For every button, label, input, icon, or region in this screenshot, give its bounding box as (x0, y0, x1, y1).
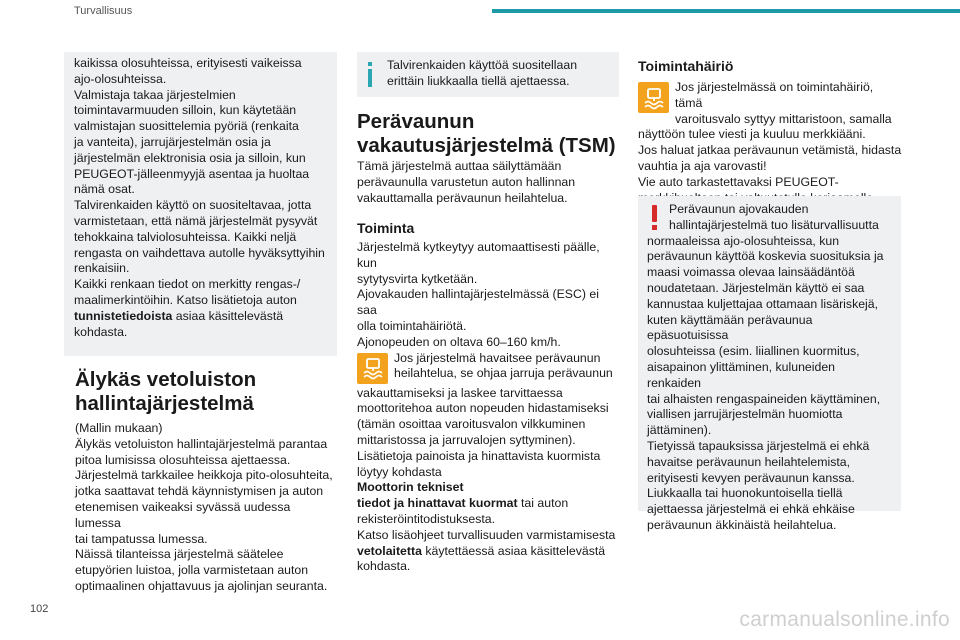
text-line: valmistajan suosittelemia pyöriä (renkaita (74, 119, 299, 134)
box-last-line (74, 309, 327, 325)
warning-line-2: hallintajärjestelmä tuo lisäturvallisuutta (669, 217, 879, 232)
after-bold-2: tai auton (517, 496, 569, 511)
text-line: perävaunun käyttöä koskevia suosituksia ja (647, 249, 884, 264)
text-line: etenemisen vaikeaksi syvässä uudessa lumessa (75, 499, 291, 530)
trailer-warning-icon (357, 353, 388, 384)
tire-info-box (64, 52, 337, 356)
text-line: etupyörien luistoa, jolla varmistetaan auton (75, 563, 309, 578)
box-final-line: kohdasta. (74, 324, 128, 339)
link-vetolaitetta: vetolaitetta (357, 543, 422, 558)
text-line: ajo-olosuhteissa. (74, 71, 167, 86)
info-note-box (357, 52, 619, 97)
info-line-2: erittäin liukkaalla tiellä ajettaessa. (387, 73, 570, 88)
text-line: aisapainon ylittäminen, kuluneiden renkaiden (647, 359, 835, 390)
watermark: carmanualsonline.info (739, 608, 950, 631)
heading-line-2: hallintajärjestelmä (75, 392, 254, 415)
text-line: Talvirenkaiden käyttö on suositeltavaa, jotta (74, 198, 312, 213)
text-line: Ajovakauden hallintajärjestelmässä (ESC) ei saa (357, 287, 599, 318)
link-tunnistetiedot: tunnistetiedoista (74, 308, 173, 323)
subheading-toimintahairio: Toimintahäiriö (638, 58, 734, 74)
text-line: ajettaessa järjestelmä ei ehkä ehkäise (647, 502, 855, 517)
heading-traction-control (75, 368, 337, 416)
text-line: vakauttamiseksi ja laskee tarvittaessa (357, 385, 563, 400)
malfunction-text (638, 80, 903, 206)
text-line: tai tampatussa lumessa. (75, 531, 208, 546)
text-line: tehokkaina talviolosuhteissa. Kaikki neljä (74, 229, 297, 244)
text-line: pitoa lumisissa olosuhteissa ajettaessa. (75, 452, 291, 467)
text-line: Älykäs vetoluiston hallintajärjestelmä parantaa (75, 436, 328, 451)
text-line: mittaristossa ja jarruvalojen syttyminen). (357, 432, 576, 447)
text-line: perävaunulla varustetun auton hallinnan (357, 174, 576, 189)
text-line: ja vanteita), jarrujärjestelmän osia ja (74, 134, 271, 149)
warning-note-box (638, 196, 901, 532)
text-line: olla toimintahäiriötä. (357, 318, 467, 333)
text-line: Näissä tilanteissa järjestelmä säätelee (75, 547, 284, 562)
text-line: kannustaa kuljettajaa ottamaan lisäriskejä, (647, 296, 879, 311)
text-line: vauhtia ja aja varovasti! (638, 158, 767, 173)
link-moottorin-tekniset: Moottorin tekniset (357, 480, 464, 495)
text-line: renkaisiin. (74, 261, 130, 276)
page-number: 102 (30, 603, 49, 615)
text-line: havaitse perävaunun heilahtelemista, (647, 454, 851, 469)
bold-line-3 (357, 544, 619, 560)
subheading-toiminta: Toiminta (357, 220, 415, 236)
heading-line-1: Perävaunun (357, 110, 475, 133)
section-title: Turvallisuus (74, 5, 133, 17)
text-line: erityisesti kevyen perävaunun kanssa. (647, 470, 855, 485)
text-line: viallisen jarrujärjestelmän huomiotta (647, 407, 843, 422)
text-line: kaikissa olosuhteissa, erityisesti vaikeissa (74, 56, 302, 70)
heading-line-2: vakautusjärjestelmä (TSM) (357, 134, 616, 157)
text-line: Jos haluat jatkaa perävaunun vetämistä, hidasta (638, 143, 902, 158)
icon-line-2: heilahtelua, se ohjaa jarruja perävaunun (394, 366, 613, 381)
info-line-1: Talvirenkaiden käyttöä suositellaan (387, 58, 578, 72)
text-line: toimintavarmuuden silloin, kun käytetään (74, 103, 297, 118)
text-line: rengasta on vaihdettava autolle hyväksyttyihin (74, 245, 325, 260)
text-line: Tietyissä tapauksissa järjestelmä ei ehkä (647, 438, 870, 453)
text-line: Järjestelmä tarkkailee heikkoja pito-olosuhteita, (75, 468, 333, 483)
warning-line-1: Perävaunun ajovakauden (669, 202, 809, 216)
header-accent-bar (492, 9, 960, 13)
text-line: kuten käyttämään perävaunua epäsuotuisissa (647, 312, 813, 343)
text-line: näyttöön tulee viesti ja kuuluu merkkiääni. (638, 127, 866, 142)
reg-line: rekisteröintitodistuksesta. (357, 511, 496, 526)
text-line: jotka saattavat tehdä käynnistymisen ja auton (75, 484, 324, 499)
text-line: Ajonopeuden on oltava 60–160 km/h. (357, 334, 561, 349)
text-line: Lisätietoja painoista ja hinattavista kuormista (357, 448, 601, 463)
bold-line-1 (357, 480, 619, 496)
text-line: jättäminen). (647, 423, 712, 438)
text-line: olosuhteissa (esim. liiallinen kuormitus, (647, 344, 860, 359)
text-line: noudatetaan. Järjestelmän käyttö ei saa (647, 280, 865, 295)
text-line: tai alhaisten rengaspaineiden käyttäminen, (647, 391, 881, 406)
trailer-warning-icon (638, 82, 669, 113)
traction-control-text (75, 421, 337, 595)
final-line: kohdasta. (357, 559, 411, 574)
text-line: vakauttamalla perävaunun heilahtelua. (357, 190, 568, 205)
bold-line-2 (357, 496, 619, 512)
text-line: PEUGEOT-jälleenmyyjä asentaa ja huoltaa (74, 166, 310, 181)
tsm-intro (357, 159, 619, 206)
heading-tsm (357, 110, 619, 158)
text-line: maasi voimassa olevaa lainsäädäntöä (647, 265, 855, 280)
heading-line-1: Älykäs vetoluiston (75, 368, 257, 391)
text-line: löytyy kohdasta (357, 464, 442, 479)
info-icon (368, 62, 372, 87)
text-line: Vie auto tarkastettavaksi PEUGEOT- (638, 174, 839, 189)
text-line: sytytysvirta kytketään. (357, 271, 478, 286)
text-line: Tämä järjestelmä auttaa säilyttämään (357, 159, 562, 173)
icon-line-2: varoitusvalo syttyy mittaristoon, samalla (675, 111, 892, 126)
tsm-function-text (357, 240, 619, 575)
text-line: nämä osat. (74, 182, 135, 197)
text-line: moottoritehoa auton nopeuden hidastamiseksi (357, 401, 609, 416)
text-line: Valmistaja takaa järjestelmien (74, 87, 236, 102)
icon-line-1: Jos järjestelmä havaitsee perävaunun (394, 350, 601, 365)
text-line: perävaunun äkkinäistä heilahtelua. (647, 517, 837, 532)
link-hinattavat-kuormat: tiedot ja hinattavat kuormat (357, 496, 518, 511)
box-last-rest: asiaa käsittelevästä (172, 308, 284, 323)
text-line: optimaalinen ohjattavuus ja ajolinjan seuranta. (75, 578, 328, 593)
text-line: (tämän osoittaa varoitusvalon vilkkuminen (357, 417, 586, 432)
after-bold-3: käytettäessä asiaa käsittelevästä (421, 543, 606, 558)
see-line: Katso lisäohjeet turvallisuuden varmistamisesta (357, 527, 616, 542)
text-line: Liukkaalla tai huonokuntoisella tiellä (647, 486, 843, 501)
text-line: Järjestelmä kytkeytyy automaattisesti päälle, kun (357, 240, 600, 270)
text-line: (Mallin mukaan) (75, 421, 163, 435)
text-line: normaaleissa ajo-olosuhteissa, kun (647, 233, 840, 248)
exclamation-icon (652, 205, 658, 230)
text-line: järjestelmän elektronisia osia ja silloin, kun (74, 150, 306, 165)
text-line: Kaikki renkaan tiedot on merkitty rengas-/ (74, 277, 301, 292)
icon-line-1: Jos järjestelmässä on toimintahäiriö, tämä (675, 80, 874, 110)
text-line: varmistetaan, että nämä järjestelmät pysyvät (74, 213, 318, 228)
text-line: maalimerkintöihin. Katso lisätietoja auton (74, 292, 297, 307)
